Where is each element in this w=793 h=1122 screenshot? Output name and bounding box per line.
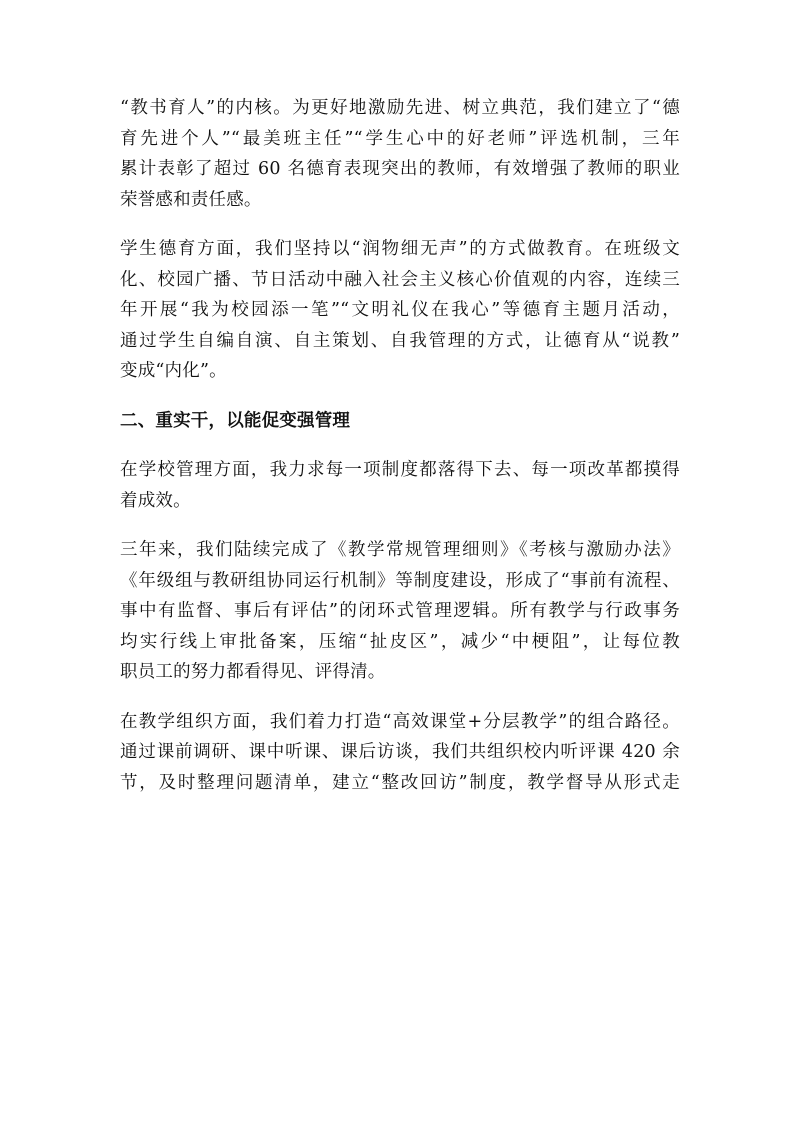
text-line: 着成效。 bbox=[120, 490, 191, 511]
text-line: 三年来，我们陆续完成了《教学常规管理细则》《考核与激励办法》 bbox=[120, 540, 680, 560]
text-line: 均实行线上审批备案，压缩“扯皮区”，减少“中梗阻”，让每位教 bbox=[120, 631, 680, 652]
text-line: 事中有监督、事后有评估”的闭环式管理逻辑。所有教学与行政事务 bbox=[120, 601, 680, 621]
paragraph-institution-building bbox=[120, 535, 680, 688]
text-line: 在教学组织方面，我们着力打造“高效课堂+分层教学”的组合路径。 bbox=[120, 711, 680, 732]
text-line: 通过学生自编自演、自主策划、自我管理的方式，让德育从“说教” bbox=[120, 330, 680, 351]
paragraph-teaching-organization bbox=[120, 707, 680, 799]
paragraph-management-intro bbox=[120, 455, 680, 516]
text-line: 育先进个人”“最美班主任”“学生心中的好老师”评选机制，三年 bbox=[120, 128, 680, 149]
text-line: 在学校管理方面，我力求每一项制度都落得下去、每一项改革都摸得 bbox=[120, 460, 680, 480]
section-heading: 二、重实干，以能促变强管理 bbox=[120, 410, 351, 431]
text-line: 变成“内化”。 bbox=[120, 361, 227, 381]
text-line: 《年级组与教研组协同运行机制》等制度建设，形成了“事前有流程、 bbox=[120, 570, 680, 591]
document-page bbox=[120, 93, 680, 817]
text-line: 学生德育方面，我们坚持以“润物细无声”的方式做教育。在班级文 bbox=[120, 239, 680, 259]
text-line: “教书育人”的内核。为更好地激励先进、树立典范，我们建立了“德 bbox=[120, 98, 680, 118]
paragraph-student-moral-education bbox=[120, 234, 680, 387]
text-line: 通过课前调研、课中听课、课后访谈，我们共组织校内听评课 420 余 bbox=[120, 742, 680, 762]
text-line: 累计表彰了超过 60 名德育表现突出的教师，有效增强了教师的职业 bbox=[120, 159, 680, 179]
text-line: 职员工的努力都看得见、评得清。 bbox=[120, 662, 386, 682]
text-line: 年开展“我为校园添一笔”“文明礼仪在我心”等德育主题月活动， bbox=[120, 300, 680, 320]
text-line: 荣誉感和责任感。 bbox=[120, 189, 262, 210]
paragraph-teacher-honors bbox=[120, 93, 680, 215]
text-line: 节，及时整理问题清单，建立“整改回访”制度，教学督导从形式走 bbox=[120, 772, 680, 793]
text-line: 化、校园广播、节日活动中融入社会主义核心价值观的内容，连续三 bbox=[120, 269, 680, 290]
